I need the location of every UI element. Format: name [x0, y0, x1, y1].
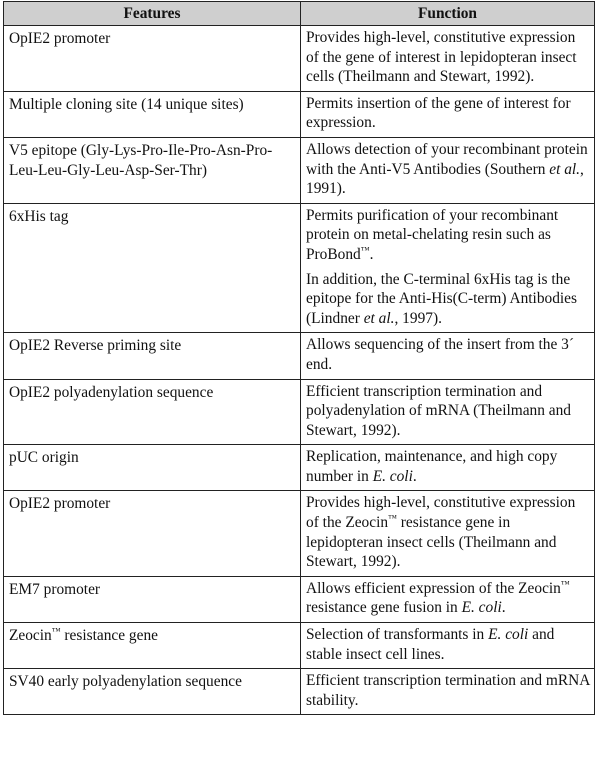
feature-cell: V5 epitope (Gly-Lys-Pro-Ile-Pro-Asn-Pro-Leu-Leu-Gly-Leu-Asp-Ser-Thr) — [4, 137, 301, 203]
table-row — [4, 137, 595, 203]
function-cell — [301, 576, 595, 622]
table-row — [4, 26, 595, 92]
function-cell — [301, 203, 595, 333]
table-row — [4, 445, 595, 491]
table-row — [4, 333, 595, 379]
function-text: In addition, the C-terminal 6xHis tag is the epitope for the Anti-His(C-term) Antibodies (Lindner et al., 1997). — [306, 270, 577, 327]
function-text: Provides high-level, constitutive expression of the Zeocin™ resistance gene in lepidopteran insect cells (Theilmann and Stewart, 1992). — [306, 494, 576, 571]
function-cell — [301, 137, 595, 203]
table-row — [4, 379, 595, 445]
function-text: Replication, maintenance, and high copy number in E. coli. — [306, 448, 558, 485]
function-cell — [301, 91, 595, 137]
feature-cell: pUC origin — [4, 445, 301, 491]
feature-cell: OpIE2 Reverse priming site — [4, 333, 301, 379]
feature-cell: OpIE2 promoter — [4, 26, 301, 92]
function-cell — [301, 333, 595, 379]
function-cell — [301, 445, 595, 491]
function-text: Allows sequencing of the insert from the 3´ end. — [306, 336, 574, 373]
function-text: Efficient transcription termination and polyadenylation of mRNA (Theilmann and Stewart, 1992). — [306, 382, 572, 439]
function-text: Allows efficient expression of the Zeocin™ resistance gene fusion in E. coli. — [306, 578, 570, 617]
function-text: Permits insertion of the gene of interest for expression. — [306, 94, 571, 132]
function-text: Allows detection of your recombinant protein with the Anti-V5 Antibodies (Southern et al., 1991). — [306, 140, 588, 198]
function-cell — [301, 26, 595, 92]
function-text: Efficient transcription termination and mRNA stability. — [306, 672, 590, 709]
table-row — [4, 669, 595, 715]
feature-cell: Multiple cloning site (14 unique sites) — [4, 91, 301, 137]
function-text: Permits purification of your recombinant protein on metal-chelating resin such as ProBond™. — [306, 206, 559, 263]
function-cell — [301, 379, 595, 445]
feature-cell: Zeocin™ resistance gene — [4, 623, 301, 669]
function-text: Selection of transformants in E. coli and stable insect cell lines. — [306, 626, 555, 663]
function-cell — [301, 669, 595, 715]
function-cell — [301, 623, 595, 669]
feature-cell: EM7 promoter — [4, 576, 301, 622]
function-text: Provides high-level, constitutive expression of the gene of interest in lepidopteran insect cells (Theilmann and Stewart, 1992). — [306, 29, 577, 86]
features-table — [3, 1, 595, 715]
table-body — [4, 26, 595, 715]
table-row — [4, 491, 595, 576]
table-row — [4, 576, 595, 622]
feature-cell: OpIE2 polyadenylation sequence — [4, 379, 301, 445]
header-row — [4, 2, 595, 26]
function-cell — [301, 491, 595, 576]
table-row — [4, 91, 595, 137]
header-features: Features — [4, 2, 301, 26]
feature-cell: OpIE2 promoter — [4, 491, 301, 576]
header-function: Function — [301, 2, 595, 26]
table-row — [4, 623, 595, 669]
feature-cell: SV40 early polyadenylation sequence — [4, 669, 301, 715]
table-row — [4, 203, 595, 333]
feature-cell: 6xHis tag — [4, 203, 301, 333]
